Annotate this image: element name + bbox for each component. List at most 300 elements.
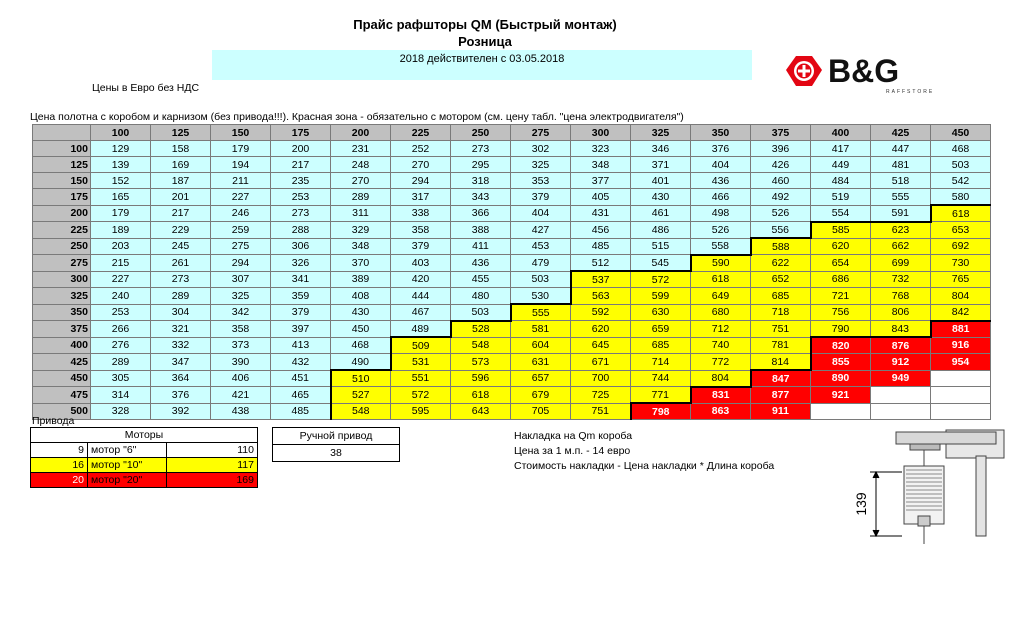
- price-cell: 768: [871, 288, 931, 305]
- price-cell: 692: [931, 238, 991, 255]
- price-cell: 820: [811, 337, 871, 354]
- price-cell: 451: [271, 370, 331, 387]
- price-cell: 404: [691, 157, 751, 173]
- price-cell: 486: [631, 222, 691, 239]
- price-cell: 484: [811, 173, 871, 189]
- price-cell: 187: [151, 173, 211, 189]
- price-cell: 790: [811, 321, 871, 338]
- price-cell: 211: [211, 173, 271, 189]
- price-cell: 618: [451, 387, 511, 404]
- price-cell: 843: [871, 321, 931, 338]
- price-cell: 555: [871, 189, 931, 206]
- price-cell: 240: [91, 288, 151, 305]
- price-cell: 585: [811, 222, 871, 239]
- price-cell: 396: [751, 141, 811, 157]
- price-cell: 519: [811, 189, 871, 206]
- price-cell: 158: [151, 141, 211, 157]
- price-cell: 558: [691, 238, 751, 255]
- price-cell: 311: [331, 205, 391, 222]
- price-cell: 235: [271, 173, 331, 189]
- price-cell: 329: [331, 222, 391, 239]
- price-cell: 444: [391, 288, 451, 305]
- price-cell: 699: [871, 255, 931, 272]
- price-cell: 420: [391, 271, 451, 288]
- price-cell: 455: [451, 271, 511, 288]
- price-cell: 461: [631, 205, 691, 222]
- table-row: [33, 189, 991, 206]
- height-header: 450: [33, 370, 91, 387]
- motor-row: [31, 443, 258, 458]
- table-row: [33, 271, 991, 288]
- price-cell: 592: [571, 304, 631, 321]
- price-cell: 659: [631, 321, 691, 338]
- price-cell: 466: [691, 189, 751, 206]
- price-cell: 526: [751, 205, 811, 222]
- price-cell: 304: [151, 304, 211, 321]
- overlay-note-price: Цена за 1 м.п. - 14 евро: [514, 445, 631, 457]
- table-row: [33, 255, 991, 272]
- price-cell: 253: [271, 189, 331, 206]
- price-cell: 526: [691, 222, 751, 239]
- table-row: [33, 288, 991, 305]
- motor-price: 110: [167, 443, 258, 458]
- price-cell: 259: [211, 222, 271, 239]
- price-cell: 781: [751, 337, 811, 354]
- price-cell: 572: [631, 271, 691, 288]
- price-cell: 294: [211, 255, 271, 272]
- page-title: Прайс рафшторы QM (Быстрый монтаж): [353, 17, 617, 32]
- price-cell: 342: [211, 304, 271, 321]
- price-cell: 806: [871, 304, 931, 321]
- motor-name: мотор "6": [88, 443, 167, 458]
- price-cell: 289: [331, 189, 391, 206]
- price-cell: 890: [811, 370, 871, 387]
- price-cell: 831: [691, 387, 751, 404]
- price-cell: 460: [751, 173, 811, 189]
- width-header: 275: [511, 125, 571, 141]
- price-cell: 376: [691, 141, 751, 157]
- brand-logo: [782, 48, 950, 96]
- price-cell: 595: [391, 403, 451, 420]
- price-cell: 169: [151, 157, 211, 173]
- price-cell: 468: [331, 337, 391, 354]
- width-header: 375: [751, 125, 811, 141]
- price-cell: 548: [451, 337, 511, 354]
- price-cell: 289: [91, 354, 151, 371]
- price-cell: 252: [391, 141, 451, 157]
- price-cell: 273: [151, 271, 211, 288]
- price-cell: 430: [331, 304, 391, 321]
- price-cell: [931, 370, 991, 387]
- price-cell: 379: [271, 304, 331, 321]
- price-cell: 685: [631, 337, 691, 354]
- price-cell: 485: [571, 238, 631, 255]
- price-cell: 215: [91, 255, 151, 272]
- price-cell: 804: [691, 370, 751, 387]
- height-header: 475: [33, 387, 91, 404]
- price-cell: 431: [571, 205, 631, 222]
- price-cell: 152: [91, 173, 151, 189]
- price-cell: 551: [391, 370, 451, 387]
- price-cell: 685: [751, 288, 811, 305]
- logo-subtext: RAFFSTORE: [886, 89, 935, 95]
- price-cell: 366: [451, 205, 511, 222]
- price-cell: 325: [511, 157, 571, 173]
- price-cell: 270: [391, 157, 451, 173]
- price-cell: 379: [391, 238, 451, 255]
- table-row: [33, 403, 991, 420]
- height-header: 275: [33, 255, 91, 272]
- price-cell: 379: [511, 189, 571, 206]
- price-cell: 227: [91, 271, 151, 288]
- price-cell: 129: [91, 141, 151, 157]
- price-cell: 580: [931, 189, 991, 206]
- price-cell: 876: [871, 337, 931, 354]
- price-cell: 261: [151, 255, 211, 272]
- price-cell: 618: [691, 271, 751, 288]
- height-header: 125: [33, 157, 91, 173]
- table-row: [33, 173, 991, 189]
- price-cell: 307: [211, 271, 271, 288]
- price-cell: 528: [451, 321, 511, 338]
- price-cell: 622: [751, 255, 811, 272]
- price-cell: 273: [271, 205, 331, 222]
- price-cell: 700: [571, 370, 631, 387]
- price-cell: 314: [91, 387, 151, 404]
- price-cell: 376: [151, 387, 211, 404]
- price-cell: 432: [271, 354, 331, 371]
- price-cell: 490: [331, 354, 391, 371]
- table-row: [33, 205, 991, 222]
- price-cell: 453: [511, 238, 571, 255]
- motor-price: 169: [167, 473, 258, 488]
- price-cell: 751: [751, 321, 811, 338]
- price-cell: 515: [631, 238, 691, 255]
- price-cell: 275: [211, 238, 271, 255]
- table-row: [33, 141, 991, 157]
- table-row: [33, 370, 991, 387]
- price-cell: 389: [331, 271, 391, 288]
- price-cell: 847: [751, 370, 811, 387]
- motor-row: [31, 458, 258, 473]
- height-header: 150: [33, 173, 91, 189]
- price-cell: [871, 403, 931, 420]
- price-cell: 916: [931, 337, 991, 354]
- price-cell: 654: [811, 255, 871, 272]
- motor-code: 9: [31, 443, 88, 458]
- price-cell: 288: [271, 222, 331, 239]
- price-cell: 657: [511, 370, 571, 387]
- price-cell: 201: [151, 189, 211, 206]
- price-cell: 620: [811, 238, 871, 255]
- price-cell: 294: [391, 173, 451, 189]
- width-header: 175: [271, 125, 331, 141]
- page-subtitle: Розница: [458, 34, 512, 49]
- price-cell: 295: [451, 157, 511, 173]
- price-cell: 512: [571, 255, 631, 272]
- plus-circle-icon: [786, 56, 822, 86]
- price-cell: 814: [751, 354, 811, 371]
- price-cell: 468: [931, 141, 991, 157]
- price-cell: 548: [331, 403, 391, 420]
- manual-drive-table: [272, 427, 400, 462]
- height-header: 175: [33, 189, 91, 206]
- price-cell: 686: [811, 271, 871, 288]
- price-cell: 179: [91, 205, 151, 222]
- price-cell: 436: [691, 173, 751, 189]
- price-cell: 714: [631, 354, 691, 371]
- price-cell: 730: [931, 255, 991, 272]
- price-cell: 599: [631, 288, 691, 305]
- price-cell: 912: [871, 354, 931, 371]
- price-cell: 542: [931, 173, 991, 189]
- price-cell: 438: [211, 403, 271, 420]
- price-cell: 680: [691, 304, 751, 321]
- price-cell: 377: [571, 173, 631, 189]
- price-cell: 305: [91, 370, 151, 387]
- validity-text: 2018 действителен с 03.05.2018: [399, 53, 565, 65]
- table-row: [33, 222, 991, 239]
- price-cell: 408: [331, 288, 391, 305]
- price-cell: 489: [391, 321, 451, 338]
- price-cell: 744: [631, 370, 691, 387]
- price-cell: 679: [511, 387, 571, 404]
- price-cell: 725: [571, 387, 631, 404]
- price-cell: [811, 403, 871, 420]
- price-cell: [931, 387, 991, 404]
- price-cell: 411: [451, 238, 511, 255]
- price-cell: 328: [91, 403, 151, 420]
- width-header: 250: [451, 125, 511, 141]
- price-cell: 302: [511, 141, 571, 157]
- motor-name: мотор "20": [88, 473, 167, 488]
- price-cell: 712: [691, 321, 751, 338]
- price-cell: 771: [631, 387, 691, 404]
- price-cell: 485: [271, 403, 331, 420]
- price-cell: 949: [871, 370, 931, 387]
- price-cell: 231: [331, 141, 391, 157]
- price-cell: 388: [451, 222, 511, 239]
- price-cell: 530: [511, 288, 571, 305]
- price-cell: 338: [391, 205, 451, 222]
- price-cell: 671: [571, 354, 631, 371]
- table-row: [33, 321, 991, 338]
- height-header: 375: [33, 321, 91, 338]
- price-cell: 189: [91, 222, 151, 239]
- price-cell: 623: [871, 222, 931, 239]
- price-cell: 604: [511, 337, 571, 354]
- price-cell: 317: [391, 189, 451, 206]
- price-cell: 139: [91, 157, 151, 173]
- price-cell: 479: [511, 255, 571, 272]
- drives-title: Привода: [32, 415, 75, 427]
- manual-drive-header: Ручной привод: [273, 428, 400, 445]
- price-cell: 245: [151, 238, 211, 255]
- width-header: 225: [391, 125, 451, 141]
- price-cell: 842: [931, 304, 991, 321]
- height-header: 400: [33, 337, 91, 354]
- price-cell: 325: [211, 288, 271, 305]
- price-cell: 427: [511, 222, 571, 239]
- width-header: 450: [931, 125, 991, 141]
- price-cell: 591: [871, 205, 931, 222]
- price-cell: 531: [391, 354, 451, 371]
- motors-table: [30, 427, 258, 488]
- width-header: 350: [691, 125, 751, 141]
- price-cell: 326: [271, 255, 331, 272]
- height-header: 250: [33, 238, 91, 255]
- price-cell: 581: [511, 321, 571, 338]
- price-cell: 537: [571, 271, 631, 288]
- height-header: 425: [33, 354, 91, 371]
- width-header: 100: [91, 125, 151, 141]
- price-cell: 346: [631, 141, 691, 157]
- price-cell: 527: [331, 387, 391, 404]
- price-cell: 227: [211, 189, 271, 206]
- price-cell: 371: [631, 157, 691, 173]
- price-cell: 390: [211, 354, 271, 371]
- price-cell: 877: [751, 387, 811, 404]
- price-cell: 954: [931, 354, 991, 371]
- table-row: [33, 354, 991, 371]
- height-header: 350: [33, 304, 91, 321]
- validity-banner: [212, 50, 752, 80]
- price-cell: 740: [691, 337, 751, 354]
- width-header: 400: [811, 125, 871, 141]
- price-cell: 318: [451, 173, 511, 189]
- price-cell: 417: [811, 141, 871, 157]
- price-cell: 509: [391, 337, 451, 354]
- price-cell: 229: [151, 222, 211, 239]
- price-cell: 203: [91, 238, 151, 255]
- price-cell: 246: [211, 205, 271, 222]
- price-cell: 881: [931, 321, 991, 338]
- price-cell: 555: [511, 304, 571, 321]
- price-cell: 456: [571, 222, 631, 239]
- price-cell: 855: [811, 354, 871, 371]
- price-cell: 248: [331, 157, 391, 173]
- price-cell: 556: [751, 222, 811, 239]
- height-header: 100: [33, 141, 91, 157]
- price-cell: 911: [751, 403, 811, 420]
- price-cell: 921: [811, 387, 871, 404]
- price-cell: 510: [331, 370, 391, 387]
- price-cell: 392: [151, 403, 211, 420]
- width-header: 200: [331, 125, 391, 141]
- price-cell: 306: [271, 238, 331, 255]
- price-cell: 503: [511, 271, 571, 288]
- price-cell: 358: [391, 222, 451, 239]
- price-cell: 721: [811, 288, 871, 305]
- price-cell: 545: [631, 255, 691, 272]
- price-cell: 554: [811, 205, 871, 222]
- price-cell: 266: [91, 321, 151, 338]
- price-cell: 643: [451, 403, 511, 420]
- price-cell: 718: [751, 304, 811, 321]
- price-cell: 467: [391, 304, 451, 321]
- price-cell: 270: [331, 173, 391, 189]
- price-cell: 480: [451, 288, 511, 305]
- price-cell: 503: [451, 304, 511, 321]
- profile-drawing: [836, 426, 1016, 546]
- motor-row: [31, 473, 258, 488]
- price-cell: 649: [691, 288, 751, 305]
- price-cell: 413: [271, 337, 331, 354]
- price-cell: 518: [871, 173, 931, 189]
- price-cell: 348: [571, 157, 631, 173]
- price-cell: 341: [271, 271, 331, 288]
- price-cell: 364: [151, 370, 211, 387]
- price-cell: 200: [271, 141, 331, 157]
- table-row: [33, 387, 991, 404]
- motor-code: 16: [31, 458, 88, 473]
- price-cell: 436: [451, 255, 511, 272]
- price-cell: 563: [571, 288, 631, 305]
- price-cell: 756: [811, 304, 871, 321]
- motor-price: 117: [167, 458, 258, 473]
- height-header: 500: [33, 403, 91, 420]
- price-cell: 323: [571, 141, 631, 157]
- price-cell: 179: [211, 141, 271, 157]
- price-cell: 405: [571, 189, 631, 206]
- price-cell: 645: [571, 337, 631, 354]
- price-cell: 343: [451, 189, 511, 206]
- price-cell: 503: [931, 157, 991, 173]
- table-row: [33, 157, 991, 173]
- motor-code: 20: [31, 473, 88, 488]
- table-row: [33, 304, 991, 321]
- price-cell: 732: [871, 271, 931, 288]
- price-cell: 705: [511, 403, 571, 420]
- width-header: 300: [571, 125, 631, 141]
- price-cell: 631: [511, 354, 571, 371]
- price-cell: 751: [571, 403, 631, 420]
- price-cell: 804: [931, 288, 991, 305]
- price-cell: 276: [91, 337, 151, 354]
- price-cell: 618: [931, 205, 991, 222]
- motor-name: мотор "10": [88, 458, 167, 473]
- price-table-header-row: [33, 125, 991, 141]
- logo-text: B&G: [828, 53, 900, 89]
- price-cell: 370: [331, 255, 391, 272]
- price-cell: 253: [91, 304, 151, 321]
- price-cell: 401: [631, 173, 691, 189]
- price-cell: 450: [331, 321, 391, 338]
- height-header: 225: [33, 222, 91, 239]
- table-row: [33, 238, 991, 255]
- table-row: [33, 337, 991, 354]
- price-cell: 332: [151, 337, 211, 354]
- height-header: 325: [33, 288, 91, 305]
- price-cell: 430: [631, 189, 691, 206]
- price-cell: 492: [751, 189, 811, 206]
- price-cell: 590: [691, 255, 751, 272]
- price-cell: 217: [151, 205, 211, 222]
- price-cell: 397: [271, 321, 331, 338]
- price-cell: 652: [751, 271, 811, 288]
- price-cell: 765: [931, 271, 991, 288]
- width-header: 425: [871, 125, 931, 141]
- price-cell: 353: [511, 173, 571, 189]
- price-cell: 798: [631, 403, 691, 420]
- price-cell: 321: [151, 321, 211, 338]
- overlay-note-formula: Стоимость накладки - Цена накладки * Длина короба: [514, 460, 775, 472]
- width-header: 325: [631, 125, 691, 141]
- table-caption: Цена полотна с коробом и карнизом (без привода!!!). Красная зона - обязательно с мотором (см. цену табл. "цена электродвигателя"): [30, 111, 684, 123]
- price-cell: 358: [211, 321, 271, 338]
- price-cell: 426: [751, 157, 811, 173]
- price-cell: 373: [211, 337, 271, 354]
